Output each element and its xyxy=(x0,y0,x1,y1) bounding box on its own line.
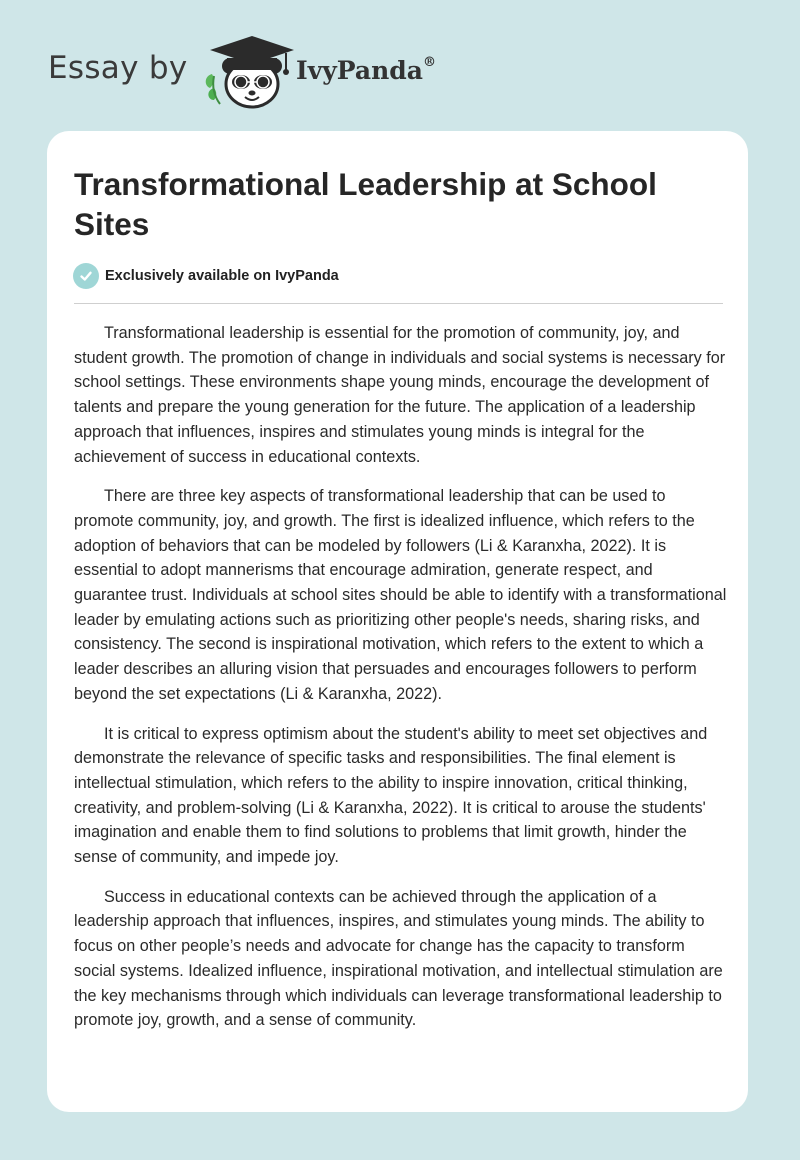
page-title: Transformational Leadership at School Sites xyxy=(74,166,657,242)
badge-label: Exclusively available on IvyPanda xyxy=(105,268,339,284)
site-header xyxy=(0,0,800,130)
paragraph: It is critical to express optimism about the student's ability to meet set objectives and demonstrate the relevance of specific tasks and responsibilities. The final element is intellectual stimulation, which refers to the ability to inspire innovation, critical thinking, creativity, and problem-solving (Li & Karanxha, 2022). It is critical to arouse the students' imagination and enable them to find solutions to problems that limit growth, hinder the sense of community, and impede joy. xyxy=(74,724,708,867)
divider xyxy=(74,303,723,304)
brand-text: IvyPanda xyxy=(296,56,423,85)
essay-body xyxy=(74,321,729,1048)
essay-card xyxy=(47,131,748,1112)
check-icon xyxy=(73,263,99,289)
paragraph: There are three key aspects of transformational leadership that can be used to promote community, joy, and growth. The first is idealized influence, which refers to the adoption of behaviors that can be modeled by followers (Li & Karanxha, 2022). It is essential to adopt mannerisms that encourage admiration, generate respect, and guarantee trust. Individuals at school sites should be able to identify with a transformational leader by emulating actions such as prioritizing other people's needs, sharing risks, and consistency. The second is inspirational motivation, which refers to the extent to which a leader describes an alluring vision that persuades and encourages followers to perform beyond the set expectations (Li & Karanxha, 2022). xyxy=(74,487,727,703)
registered-mark: ® xyxy=(422,54,436,70)
brand-name[interactable] xyxy=(296,56,436,85)
exclusive-badge xyxy=(73,263,339,289)
panda-graduation-cap-logo xyxy=(200,36,300,110)
paragraph: Transformational leadership is essential for the promotion of community, joy, and student growth. The promotion of change in individuals and social systems is necessary for school settings. These environments shape young minds, encourage the development of talents and prepare the young generation for the future. The application of a leadership approach that influences, inspires and stimulates young minds is integral for the achievement of success in educational contexts. xyxy=(74,324,726,466)
essay-by-label: Essay by xyxy=(48,50,188,86)
paragraph: Success in educational contexts can be achieved through the application of a leadership approach that influences, inspires, and stimulates young minds. The ability to focus on other people’s needs and advocate for change has the capacity to transform social systems. Idealized influence, inspirational motivation, and intellectual stimulation are the key mechanisms through which individuals can leverage transformational leadership to promote joy, growth, and a sense of community. xyxy=(74,887,723,1030)
